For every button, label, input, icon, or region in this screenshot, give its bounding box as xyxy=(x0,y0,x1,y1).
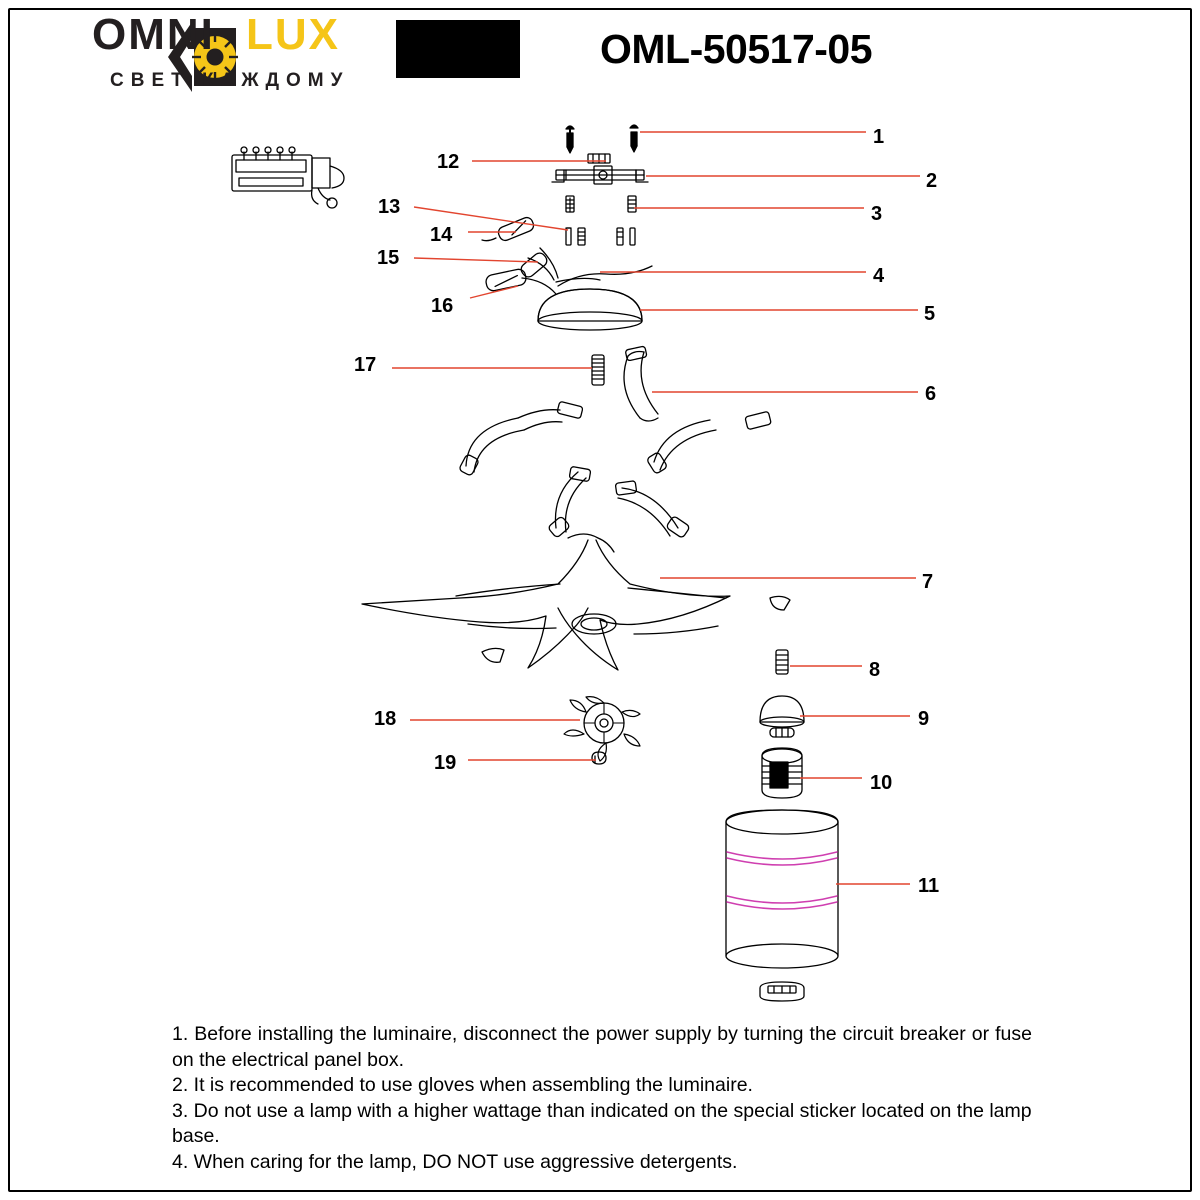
curved-arm-part-6b xyxy=(459,401,584,476)
callout-1: 1 xyxy=(873,126,885,148)
curved-arm-part-6a xyxy=(624,346,658,421)
callout-9: 9 xyxy=(918,708,930,730)
logo-omni-text: OMNI xyxy=(92,10,215,59)
instruction-item-1: 1. Before installing the luminaire, disconnect the power supply by turning the circuit breaker or fuse on the electrical panel box. xyxy=(172,1023,1032,1071)
callout-18: 18 xyxy=(374,708,397,730)
lamp-shade-part-11 xyxy=(726,810,838,968)
callout-12: 12 xyxy=(437,151,460,173)
rosette-part-18 xyxy=(564,697,640,761)
callout-3: 3 xyxy=(871,203,883,225)
screw-part-13 xyxy=(566,228,585,245)
callout-17: 17 xyxy=(354,354,377,376)
callout-19: 19 xyxy=(434,752,457,774)
callout-7: 7 xyxy=(922,571,934,593)
sleeve-part-8 xyxy=(776,650,788,674)
leader-lines xyxy=(392,132,920,884)
callout-6: 6 xyxy=(925,383,937,405)
callout-13: 13 xyxy=(378,196,401,218)
logo-tagline: СВЕТ КАЖДОМУ xyxy=(110,70,350,91)
wire-harness-part-4 xyxy=(522,248,652,294)
main-frame-part-7 xyxy=(362,534,790,670)
instruction-item-4: 4. When caring for the lamp, DO NOT use aggressive detergents. xyxy=(172,1150,738,1173)
callout-8: 8 xyxy=(869,659,881,681)
callout-11: 11 xyxy=(918,875,940,897)
curved-arm-part-6c xyxy=(646,411,771,474)
logo-lux-text: LUX xyxy=(246,10,340,59)
shade-stripe xyxy=(727,852,837,909)
screw-part-1 xyxy=(566,126,574,153)
curved-arm-part-6e xyxy=(615,481,690,539)
curved-arm-part-6d xyxy=(548,466,591,538)
instructions-block xyxy=(172,1022,1032,1175)
screw-part-13b xyxy=(617,228,635,245)
callout-4: 4 xyxy=(873,265,885,287)
callout-14: 14 xyxy=(430,224,453,246)
instruction-item-3: 3. Do not use a lamp with a higher wattage than indicated on the special sticker located on the lamp base. xyxy=(172,1099,1032,1147)
callout-2: 2 xyxy=(926,170,938,192)
base-connector-part xyxy=(760,982,804,1001)
lamp-socket-part-10 xyxy=(762,748,802,798)
model-code: OML-50517-05 xyxy=(600,26,873,72)
wire-connector-part-14 xyxy=(482,216,535,242)
dome-cap-part-9 xyxy=(760,696,804,737)
ceiling-base-part-5 xyxy=(538,289,642,330)
terminal-block-part xyxy=(232,147,344,208)
wall-anchor-part-3b xyxy=(628,196,636,212)
wire-connector-part-15 xyxy=(519,251,549,280)
callout-5: 5 xyxy=(924,303,936,325)
mounting-bracket-part-2 xyxy=(552,166,648,184)
wall-anchor-part-3 xyxy=(566,196,574,212)
sleeve-part-17 xyxy=(592,355,604,385)
instruction-item-2: 2. It is recommended to use gloves when assembling the luminaire. xyxy=(172,1074,753,1096)
callout-15: 15 xyxy=(377,247,400,269)
callout-10: 10 xyxy=(870,772,893,794)
callout-16: 16 xyxy=(431,295,454,317)
screw-part-1b xyxy=(630,125,638,152)
